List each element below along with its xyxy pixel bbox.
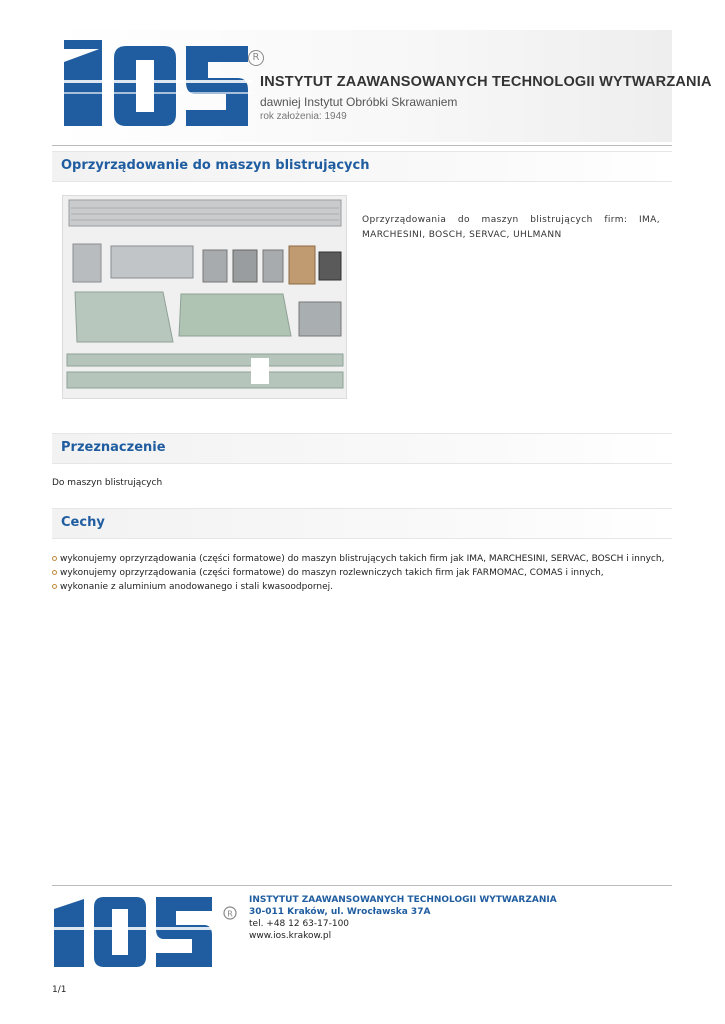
ios-logo-icon bbox=[52, 893, 242, 969]
founded-year: rok założenia: 1949 bbox=[260, 111, 347, 122]
institute-name: INSTYTUT ZAAWANSOWANYCH TECHNOLOGII WYTWARZANIA bbox=[260, 74, 712, 90]
bullet-icon bbox=[52, 570, 57, 575]
footer-website-link[interactable]: www.ios.krakow.pl bbox=[249, 931, 332, 941]
list-item: wykonujemy oprzyrządowania (części formatowe) do maszyn blistrujących takich firm jak IMA, MARCHESINI, SERVAC, BOSCH i innych, bbox=[52, 552, 664, 566]
product-description: Oprzyrządowania do maszyn blistrujących firm: IMA, MARCHESINI, BOSCH, SERVAC, UHLMANN bbox=[362, 215, 660, 240]
header-divider bbox=[52, 145, 672, 146]
svg-text:R: R bbox=[227, 909, 233, 919]
footer-divider bbox=[52, 885, 672, 886]
purpose-text: Do maszyn blistrujących bbox=[52, 478, 163, 488]
bullet-icon bbox=[52, 556, 57, 561]
footer-institute-name: INSTYTUT ZAAWANSOWANYCH TECHNOLOGII WYTWARZANIA bbox=[249, 895, 557, 905]
features-list bbox=[52, 552, 664, 594]
bullet-icon bbox=[52, 584, 57, 589]
ios-logo-icon bbox=[62, 40, 252, 132]
section-title: Cechy bbox=[61, 515, 105, 530]
header-banner bbox=[52, 30, 712, 142]
product-image bbox=[62, 195, 347, 399]
section-title: Oprzyrządowanie do maszyn blistrujących bbox=[61, 158, 370, 173]
page-number: 1/1 bbox=[52, 985, 67, 995]
footer-contact bbox=[249, 894, 557, 942]
list-item: wykonujemy oprzyrządowania (części formatowe) do maszyn rozlewniczych takich firm jak FARMOMAC, COMAS i innych, bbox=[52, 566, 664, 580]
registered-mark-icon: R bbox=[248, 50, 264, 66]
section-title: Przeznaczenie bbox=[61, 440, 166, 455]
footer-address: 30-011 Kraków, ul. Wrocławska 37A bbox=[249, 907, 431, 917]
section-header-features bbox=[52, 508, 672, 539]
section-header-product bbox=[52, 151, 672, 182]
product-photo-icon bbox=[63, 196, 346, 398]
list-item: wykonanie z aluminium anodowanego i stali kwasoodpornej. bbox=[52, 580, 664, 594]
footer-phone: tel. +48 12 63-17-100 bbox=[249, 919, 350, 929]
former-name: dawniej Instytut Obróbki Skrawaniem bbox=[260, 95, 458, 109]
section-header-purpose bbox=[52, 433, 672, 464]
